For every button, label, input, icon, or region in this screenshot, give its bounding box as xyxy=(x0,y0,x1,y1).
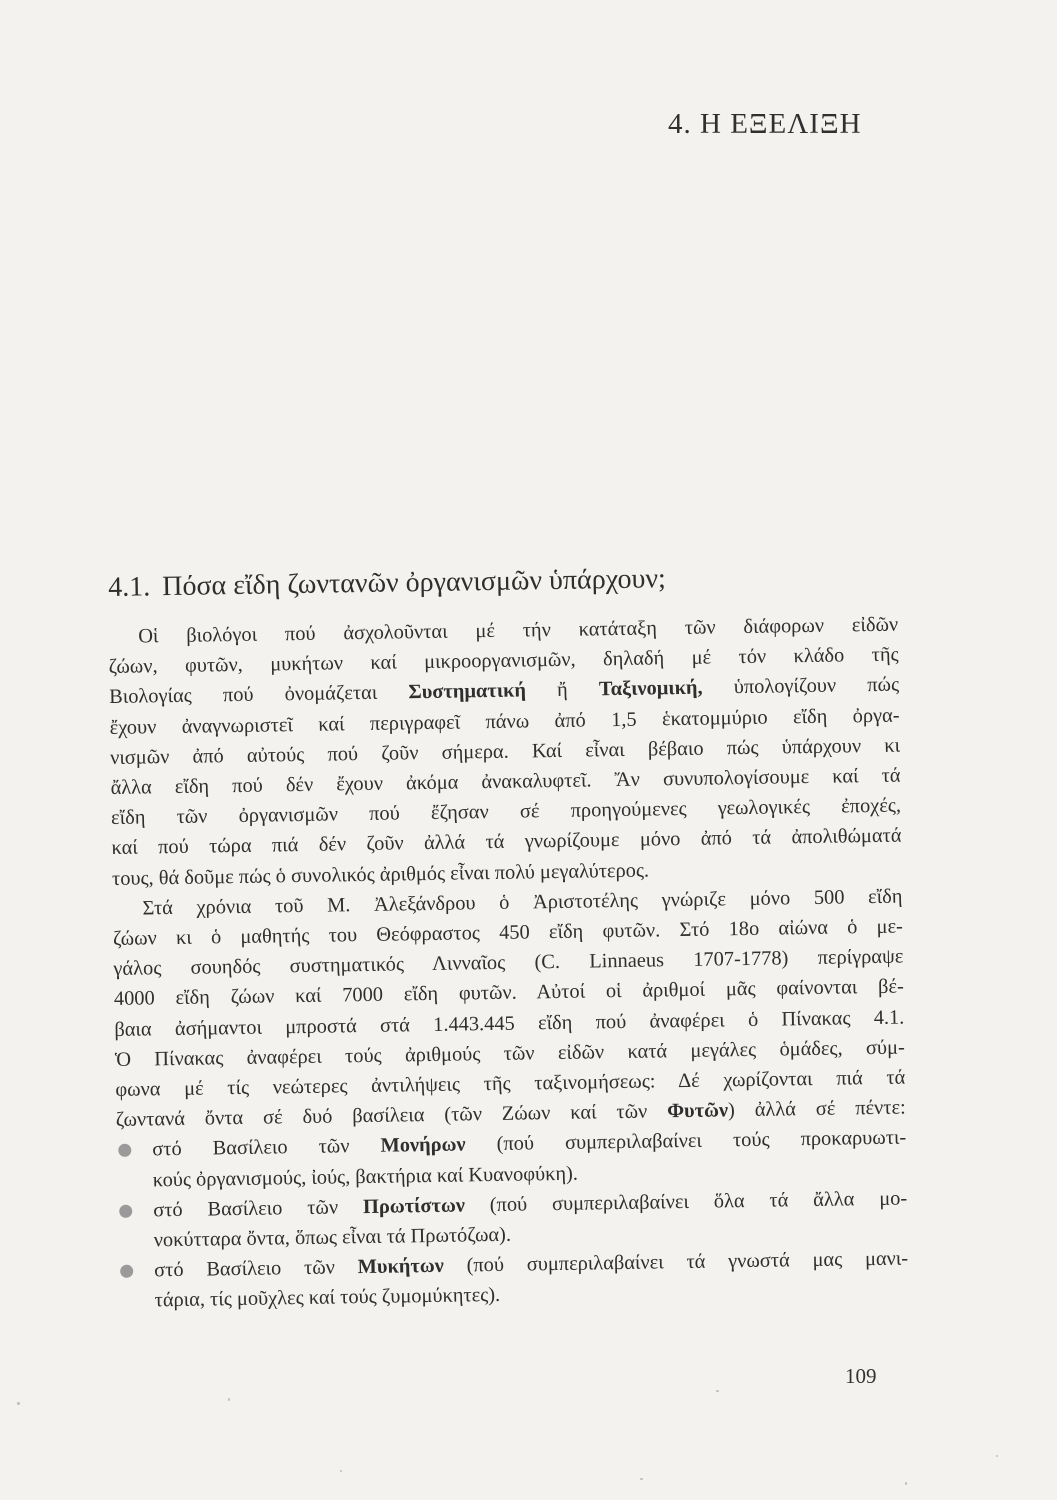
scan-speck xyxy=(340,1470,342,1472)
paragraph-2-line-5: βαια ἀσήμαντοι μπροστά στά 1.443.445 εἴδη πού ἀναφέρει ὁ Πίνακας 4.1. xyxy=(114,1006,905,1041)
term-taxonomy: Ταξινομική, xyxy=(598,677,703,701)
text-run: (πού συμπεριλαβαίνει τούς προκαρυωτι- xyxy=(465,1126,907,1156)
term-systematics: Συστηματική xyxy=(408,679,527,704)
paragraph-2-line-6: Ὁ Πίνακας ἀναφέρει τούς ἀριθμούς τῶν εἰδῶν κατά μεγάλες ὁμάδες, σύμ- xyxy=(114,1036,905,1071)
term-fungi: Μυκήτων xyxy=(357,1255,445,1279)
section-title: Πόσα εἴδη ζωντανῶν ὀργανισμῶν ὑπάρχουν; xyxy=(161,563,667,603)
text-run: (πού συμπεριλαβαίνει τά γνωστά μας μανι- xyxy=(443,1247,909,1278)
term-plants: Φυτῶν xyxy=(666,1099,729,1123)
bullet-dot-icon xyxy=(118,1144,131,1157)
text-run: στό Βασίλειο τῶν xyxy=(154,1256,358,1282)
text-run: ) ἀλλά σέ πέντε: xyxy=(727,1096,906,1122)
paragraph-1-line-4: ἔχουν ἀναγνωριστεῖ καί περιγραφεῖ πάνω ἀπό 1,5 ἑκατομμύριο εἴδη ὀργα- xyxy=(109,704,900,739)
body-text xyxy=(108,610,909,1317)
bullet-dot-icon xyxy=(120,1265,133,1278)
paragraph-1-line-8: καί πού τώρα πιά δέν ζοῦν ἀλλά τά γνωρίζουμε μόνο ἀπό τά ἀπολιθώματά xyxy=(111,824,902,860)
paragraph-2-line-7: φωνα μέ τίς νεώτερες ἀντιλήψεις τῆς ταξινομήσεως: Δέ χωρίζονται πιά τά xyxy=(115,1066,906,1101)
scan-speck xyxy=(17,1402,20,1405)
scan-speck xyxy=(905,1482,907,1485)
scan-speck xyxy=(228,1398,230,1401)
section-heading xyxy=(108,563,666,604)
term-monera: Μονήρων xyxy=(380,1133,466,1158)
term-protista: Πρωτίστων xyxy=(362,1194,466,1218)
text-run: Βιολογίας πού ὀνομάζεται xyxy=(109,681,409,709)
text-run: ζωντανά ὄντα σέ δυό βασίλεια (τῶν Ζώων καί τῶν xyxy=(115,1100,668,1132)
text-run: στό Βασίλειο τῶν xyxy=(152,1135,381,1161)
paragraph-1-line-6: ἄλλα εἴδη πού δέν ἔχουν ἀκόμα ἀνακαλυφτεῖ. Ἄν συνυπολογίσουμε καί τά xyxy=(110,764,901,799)
paragraph-1-line-5: νισμῶν ἀπό αὐτούς πού ζοῦν σήμερα. Καί εἶναι βέβαιο πώς ὑπάρχουν κι xyxy=(109,734,901,769)
bullet-dot-icon xyxy=(119,1205,132,1218)
text-run: στό Βασίλειο τῶν xyxy=(153,1195,364,1222)
text-run: ὑπολογίζουν πώς xyxy=(702,673,900,700)
paragraph-2-line-2: ζώων κι ὁ μαθητής του Θεόφραστος 450 εἴδη φυτῶν. Στό 18ο αἰώνα ὁ με- xyxy=(112,915,904,950)
bullet-item-protista-continued: νοκύτταρα ὄντα, ὅπως εἶναι τά Πρωτόζωα). xyxy=(153,1223,512,1252)
chapter-title: 4. Η ΕΞΕΛΙΞΗ xyxy=(668,108,862,140)
paragraph-2-line-3: γάλος σουηδός συστηματικός Λινναῖος (C. Linnaeus 1707-1778) περίγραψε xyxy=(113,945,904,981)
page-number: 109 xyxy=(845,1364,877,1388)
paragraph-2-line-1: Στά χρόνια τοῦ Μ. Ἀλεξάνδρου ὁ Ἀριστοτέλης γνώριζε μόνο 500 εἴδη xyxy=(142,885,903,920)
bullet-item-fungi-continued: τάρια, τίς μοῦχλες καί τούς ζυμομύκητες). xyxy=(154,1284,501,1312)
section-number: 4.1. xyxy=(108,571,151,603)
paragraph-2-line-4: 4000 εἴδη ζώων καί 7000 εἴδη φυτῶν. Αὐτοί οἱ ἀριθμοί μᾶς φαίνονται βέ- xyxy=(113,975,905,1011)
paragraph-1-line-2: ζώων, φυτῶν, μυκήτων καί μικροοργανισμῶν, δηλαδή μέ τόν κλάδο τῆς xyxy=(108,643,899,679)
paragraph-1-line-7: εἴδη τῶν ὀργανισμῶν πού ἔζησαν σέ προηγούμενες γεωλογικές ἐποχές, xyxy=(110,794,902,830)
scan-speck xyxy=(996,1455,998,1457)
paragraph-1-line-9: τους, θά δοῦμε πώς ὁ συνολικός ἀριθμός εἶναι πολύ μεγαλύτερος. xyxy=(111,859,650,890)
paragraph-1-line-1: Οἱ βιολόγοι πού ἀσχολοῦνται μέ τήν κατάταξη τῶν διάφορων εἰδῶν xyxy=(138,613,899,648)
bullet-item-monera-continued: κούς ὀργανισμούς, ἰούς, βακτήρια καί Κυανοφύκη). xyxy=(152,1162,579,1192)
scan-speck xyxy=(640,1478,643,1480)
text-run: (πού συμπεριλαβαίνει ὅλα τά ἄλλα μο- xyxy=(464,1187,908,1217)
text-run: ἤ xyxy=(525,678,600,702)
scan-speck xyxy=(716,1390,719,1392)
